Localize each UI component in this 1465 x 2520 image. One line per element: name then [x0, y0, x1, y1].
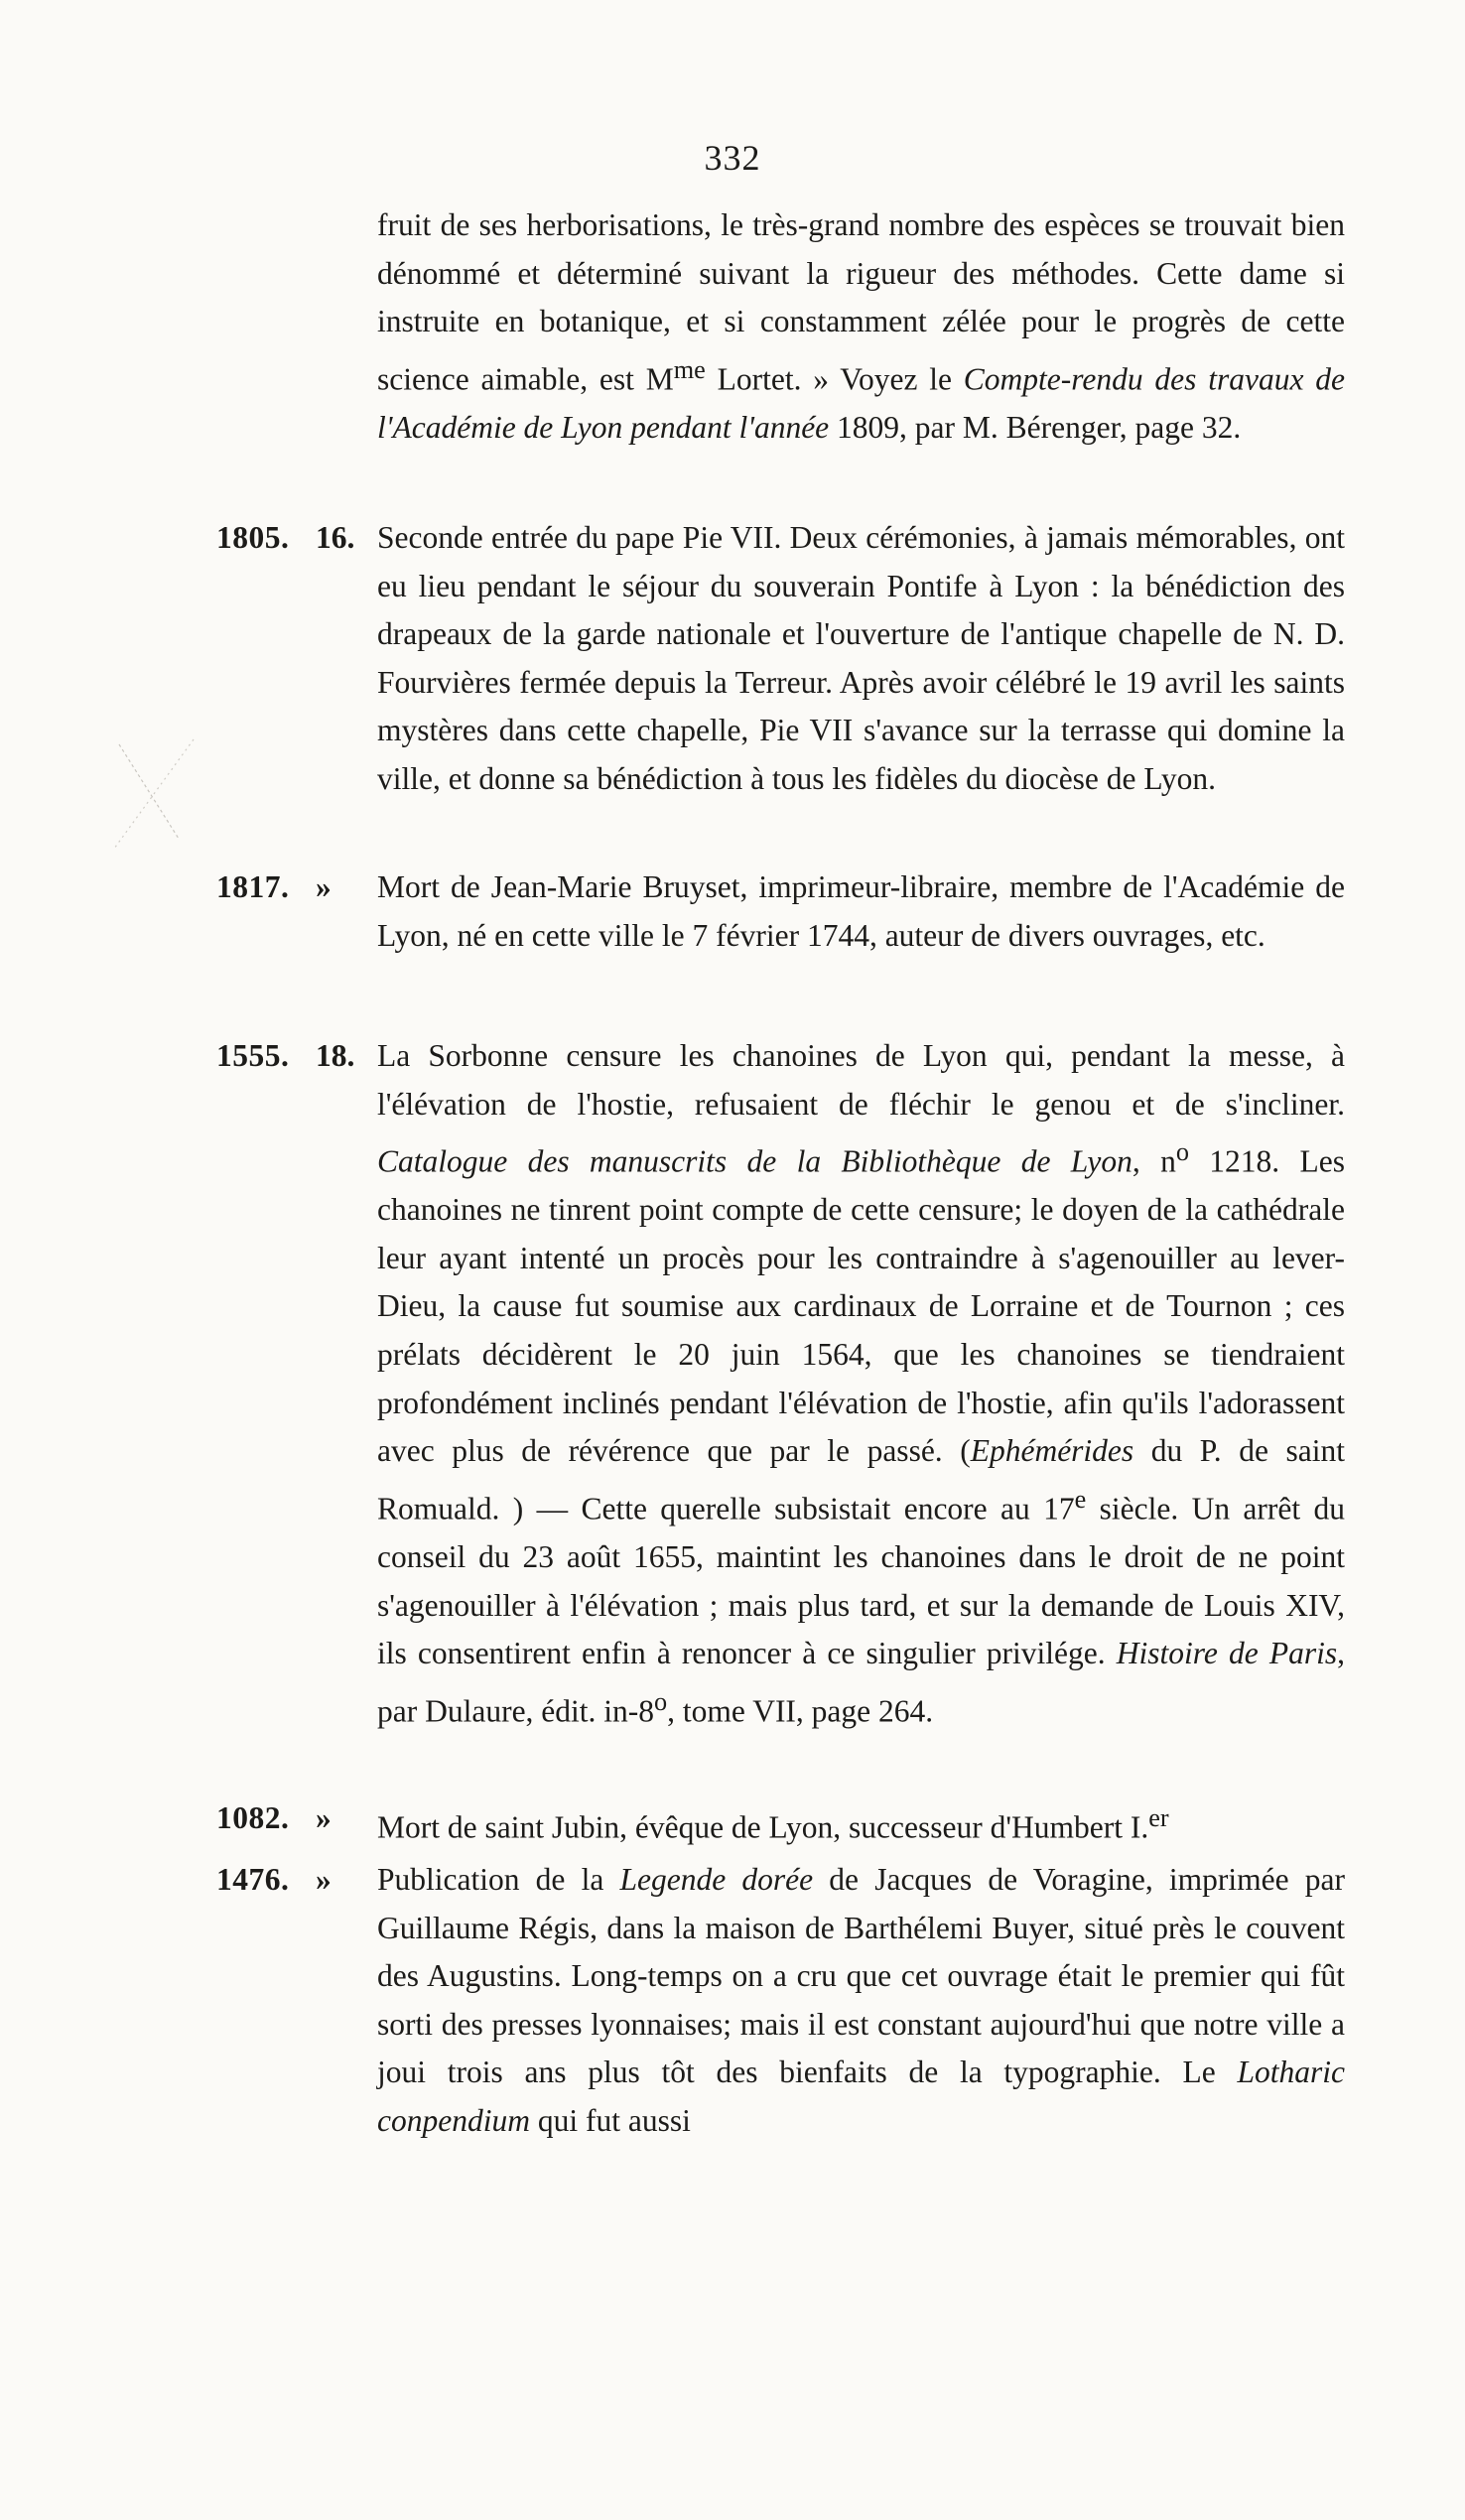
continuation-italic-title: Compte-rendu des travaux de l'Académie de Lyon pendant l'année — [377, 361, 1345, 445]
entry-year: 1476. — [216, 1862, 290, 1897]
entry-text: Seconde entrée du pape Pie VII. Deux cérémonies, à jamais mémorables, ont eu lieu pendant le séjour du souverain Pontife à Lyon : la bénédiction des drapeaux de la garde nationale et l'ouverture de l'antique chapelle de N. D. Fourvières fermée depuis la Terreur. Après avoir célébré le 19 avril les saints mystères dans cette chapelle, Pie VII s'avance sur la terrasse qui domine la ville, et donne sa bénédiction à tous les fidèles du diocèse de Lyon. — [377, 520, 1345, 796]
entry-text-part: Publication de la — [377, 1862, 620, 1897]
entry-superscript: o — [1175, 1137, 1189, 1167]
entry-day: » — [316, 1800, 332, 1835]
entry-italic-title: Ephémérides — [970, 1433, 1134, 1469]
page-number: 332 — [704, 138, 761, 178]
entry-text-part: qui fut aussi — [529, 2102, 691, 2138]
entry-text-part: , tome VII, page 264. — [667, 1693, 934, 1729]
entry-day: » — [316, 1862, 332, 1897]
entry-superscript: er — [1148, 1803, 1169, 1832]
margin-pencil-mark — [99, 729, 208, 868]
entry-italic-title: Catalogue des manuscrits de la Bibliothèque de Lyon — [377, 1143, 1132, 1179]
entry-text-part: du P. de saint Romuald. ) — Cette querelle subsistait encore au 17 — [377, 1433, 1345, 1526]
entry-superscript: o — [654, 1686, 668, 1716]
entry-italic-title: Lotharic conpendium — [377, 2055, 1345, 2138]
continuation-paragraph — [377, 201, 1345, 452]
entry-text-part: Mort de saint Jubin, évêque de Lyon, successeur d'Humbert I. — [377, 1809, 1149, 1845]
entry-day: » — [316, 869, 332, 904]
entry-text-part: , n — [1132, 1143, 1176, 1179]
entry-text-part: , par Dulaure, édit. in-8 — [377, 1636, 1345, 1729]
entry-text-part: siècle. Un arrêt du conseil du 23 août 1655, maintint les chanoines dans le droit de ne point s'agenouiller à l'élévation ; mais plus tard, et sur la demande de Louis XIV, ils consentirent enfin à renoncer à ce singulier privilége. — [377, 1491, 1345, 1671]
entry-text-part: 1218. Les chanoines ne tinrent point compte de cette censure; le doyen de la cathédrale leur ayant intenté un procès pour les contraindre à s'agenouiller au lever-Dieu, la cause fut soumise aux cardinaux de Lorraine et de Tournon ; ces prélats décidèrent le 20 juin 1564, que les chanoines se tiendraient profondément inclinés pendant l'élévation de l'hostie, afin qu'ils l'adorassent avec plus de révérence que par le passé. ( — [377, 1143, 1346, 1469]
entry-text — [377, 1794, 1345, 1852]
continuation-text-3: 1809, par M. Bérenger, page 32. — [829, 409, 1242, 445]
continuation-text-2: Lortet. » Voyez le — [705, 361, 964, 397]
entry-year: 1805. — [216, 520, 290, 555]
entry-text — [377, 1856, 1345, 2146]
entry-text: Mort de Jean-Marie Bruyset, imprimeur-libraire, membre de l'Académie de Lyon, né en cette ville le 7 février 1744, auteur de divers ouvrages, etc. — [377, 869, 1345, 953]
entry-year: 1555. — [216, 1038, 290, 1073]
entry-year: 1817. — [216, 869, 290, 904]
entry-superscript: e — [1074, 1484, 1087, 1514]
continuation-superscript: me — [673, 354, 706, 384]
entry-italic-title: Histoire de Paris — [1116, 1636, 1338, 1671]
entry-text-part: de Jacques de Voragine, imprimée par Guillaume Régis, dans la maison de Barthélemi Buyer, situé près le couvent des Augustins. Long-temps on a cru que cet ouvrage était le premier qui fût sorti des presses lyonnaises; mais il est constant aujourd'hui que notre ville a joui trois ans plus tôt des bienfaits de la typographie. Le — [377, 1862, 1346, 2090]
entry-italic-title: Legende dorée — [619, 1862, 814, 1897]
entry-text-part: La Sorbonne censure les chanoines de Lyon qui, pendant la messe, à l'élévation de l'hostie, refusaient de fléchir le genou et de s'incliner. — [377, 1038, 1345, 1122]
entry-text — [377, 1032, 1345, 1736]
continuation-text-1: fruit de ses herborisations, le très-grand nombre des espèces se trouvait bien dénommé et déterminé suivant la rigueur des méthodes. Cette dame si instruite en botanique, et si constamment zélée pour le progrès de cette science aimable, est M — [377, 207, 1345, 397]
entry-year: 1082. — [216, 1800, 290, 1835]
entry-day: 18. — [316, 1038, 355, 1073]
entry-day: 16. — [316, 520, 355, 555]
